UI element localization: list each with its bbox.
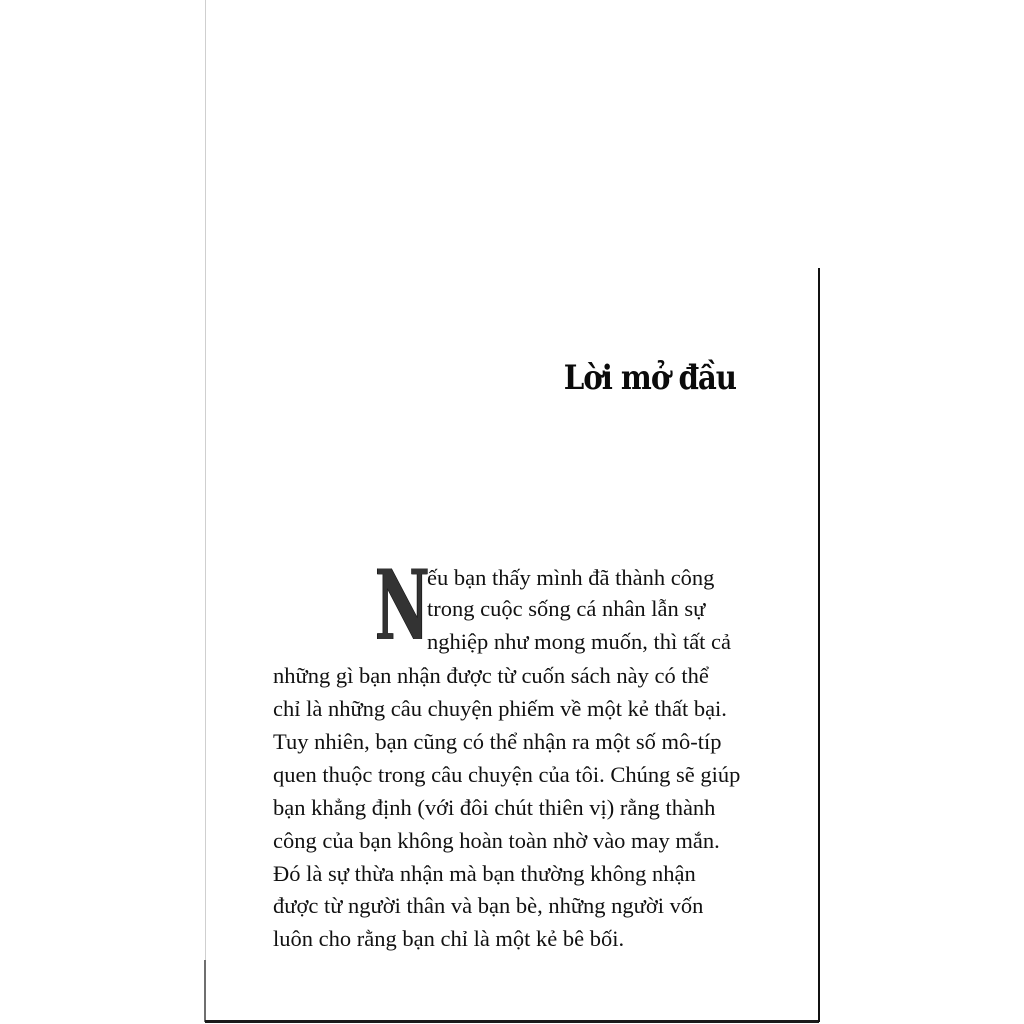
- paragraph-line-6: Tuy nhiên, bạn cũng có thể nhận ra một số mô-típ: [273, 729, 722, 754]
- drop-cap-letter: N: [375, 549, 430, 662]
- paragraph-line-5: chỉ là những câu chuyện phiếm về một kẻ thất bại.: [273, 696, 727, 721]
- page-right-edge: [818, 268, 820, 1022]
- paragraph-line-2: trong cuộc sống cá nhân lẫn sự: [427, 596, 706, 621]
- paragraph-line-10: Đó là sự thừa nhận mà bạn thường không nhận: [273, 861, 696, 886]
- paragraph-line-4: những gì bạn nhận được từ cuốn sách này có thể: [273, 663, 709, 688]
- paragraph-line-11: được từ người thân và bạn bè, những người vốn: [273, 893, 704, 918]
- paragraph-line-9: công của bạn không hoàn toàn nhờ vào may mắn.: [273, 828, 720, 853]
- paragraph-line-3: nghiệp như mong muốn, thì tất cả: [427, 629, 732, 654]
- chapter-title: Lời mở đầu: [563, 358, 736, 398]
- page-bottom-edge: [205, 1020, 819, 1023]
- paragraph-line-12: luôn cho rằng bạn chỉ là một kẻ bê bối.: [273, 926, 625, 951]
- page-left-edge: [205, 0, 206, 1022]
- page-left-shadow: [204, 960, 206, 1022]
- paragraph-line-1: ếu bạn thấy mình đã thành công: [427, 565, 715, 590]
- paragraph-line-7: quen thuộc trong câu chuyện của tôi. Chúng sẽ giúp: [273, 762, 741, 787]
- paragraph-line-8: bạn khẳng định (với đôi chút thiên vị) rằng thành: [273, 795, 716, 820]
